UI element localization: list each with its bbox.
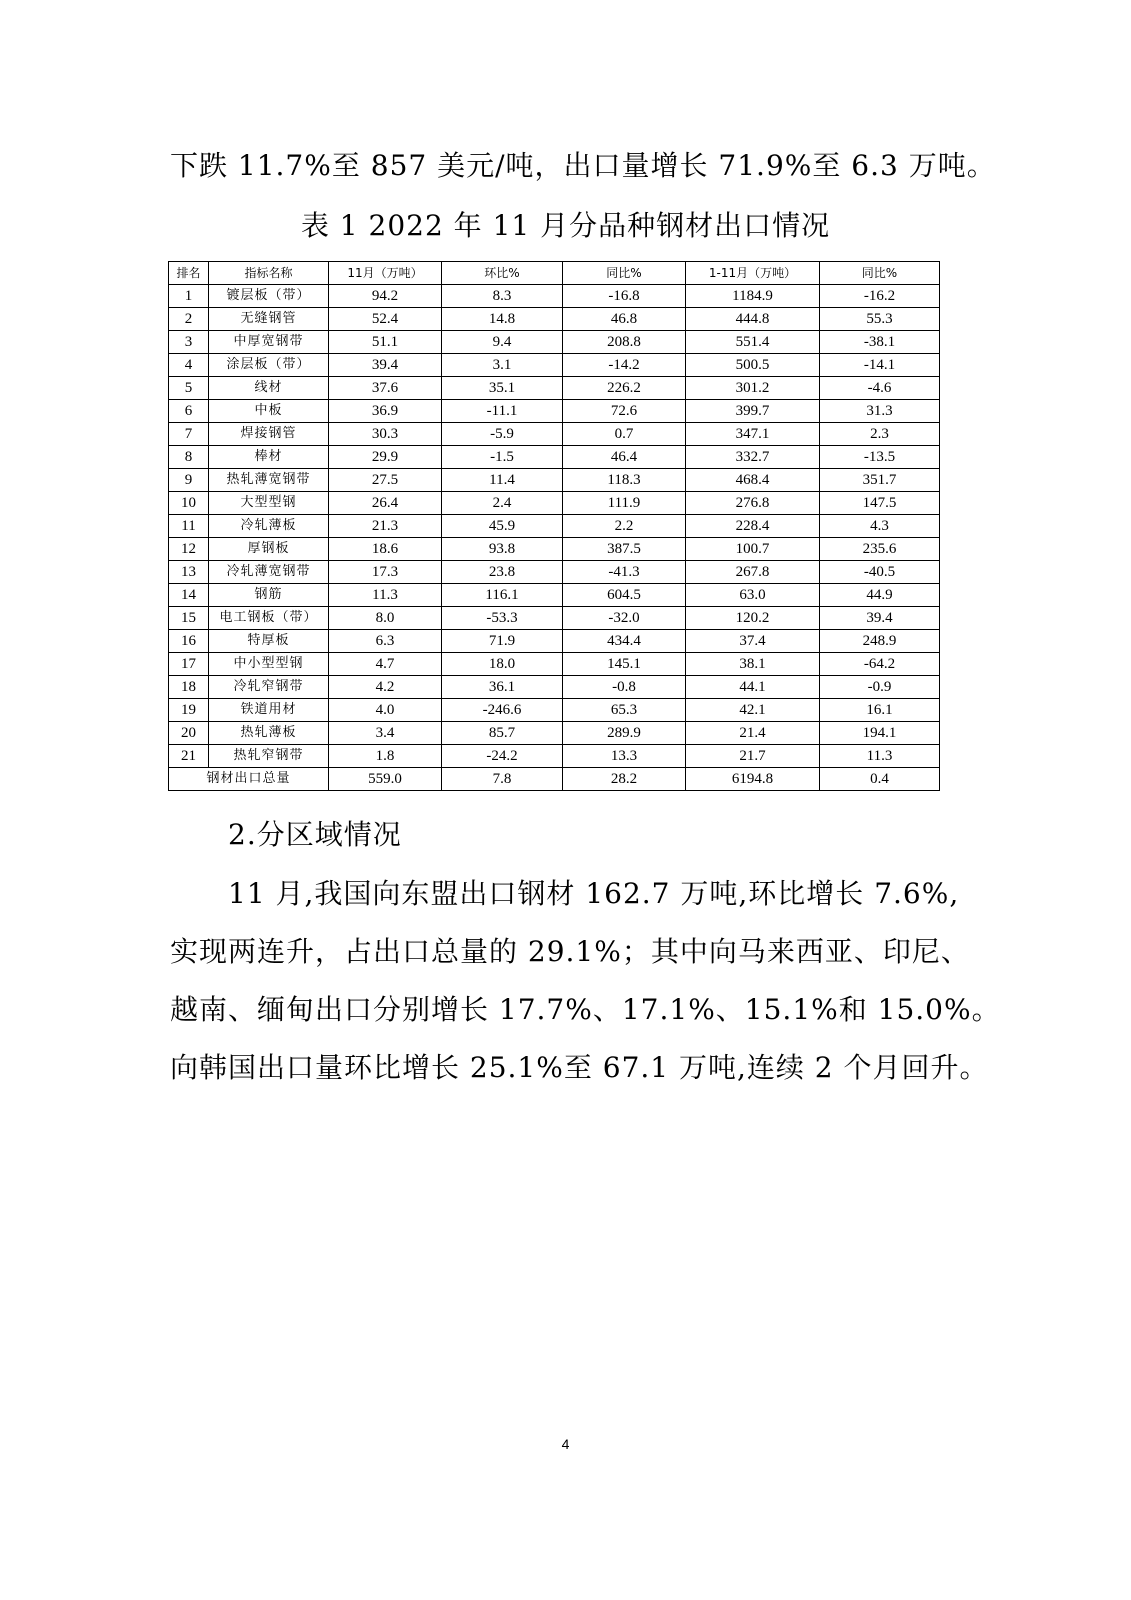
cell-yoy-change: -0.8 bbox=[563, 676, 686, 699]
cell-mom-change: 35.1 bbox=[442, 377, 563, 400]
cell-mom-change: 2.4 bbox=[442, 492, 563, 515]
header-nov: 11月（万吨） bbox=[329, 262, 442, 285]
header-ytd: 1-11月（万吨） bbox=[686, 262, 820, 285]
cell-product-name: 冷轧薄宽钢带 bbox=[209, 561, 329, 584]
cell-nov-volume: 1.8 bbox=[329, 745, 442, 768]
table-row bbox=[169, 446, 940, 469]
cell-yoy-change: 604.5 bbox=[563, 584, 686, 607]
cell-ytd-volume: 500.5 bbox=[686, 354, 820, 377]
cell-product-name: 电工钢板（带） bbox=[209, 607, 329, 630]
paragraph-top: 下跌 11.7%至 857 美元/吨，出口量增长 71.9%至 6.3 万吨。 bbox=[170, 149, 996, 182]
cell-ytd-volume: 276.8 bbox=[686, 492, 820, 515]
cell-nov-volume: 29.9 bbox=[329, 446, 442, 469]
paragraph-line: 11 月,我国向东盟出口钢材 162.7 万吨,环比增长 7.6%, bbox=[228, 877, 960, 910]
cell-product-name: 线材 bbox=[209, 377, 329, 400]
cell-yoy-change: -32.0 bbox=[563, 607, 686, 630]
cell-ytd-yoy-change: 248.9 bbox=[820, 630, 940, 653]
cell-mom-change: 93.8 bbox=[442, 538, 563, 561]
cell-mom-change: 45.9 bbox=[442, 515, 563, 538]
table-row bbox=[169, 745, 940, 768]
cell-rank: 21 bbox=[169, 745, 209, 768]
cell-yoy-change: 145.1 bbox=[563, 653, 686, 676]
cell-yoy-change: 111.9 bbox=[563, 492, 686, 515]
cell-yoy-change: 46.8 bbox=[563, 308, 686, 331]
cell-nov-volume: 26.4 bbox=[329, 492, 442, 515]
cell-yoy-change: 226.2 bbox=[563, 377, 686, 400]
table-row bbox=[169, 377, 940, 400]
header-name: 指标名称 bbox=[209, 262, 329, 285]
header-ytd-yoy: 同比% bbox=[820, 262, 940, 285]
cell-nov-volume: 52.4 bbox=[329, 308, 442, 331]
cell-ytd-volume: 1184.9 bbox=[686, 285, 820, 308]
cell-rank: 13 bbox=[169, 561, 209, 584]
cell-mom-change: -24.2 bbox=[442, 745, 563, 768]
cell-yoy-change: 208.8 bbox=[563, 331, 686, 354]
cell-mom-change: 9.4 bbox=[442, 331, 563, 354]
total-yoy: 28.2 bbox=[563, 768, 686, 791]
cell-ytd-yoy-change: 16.1 bbox=[820, 699, 940, 722]
cell-ytd-volume: 228.4 bbox=[686, 515, 820, 538]
header-mom: 环比% bbox=[442, 262, 563, 285]
cell-rank: 5 bbox=[169, 377, 209, 400]
cell-product-name: 涂层板（带） bbox=[209, 354, 329, 377]
cell-rank: 4 bbox=[169, 354, 209, 377]
cell-ytd-yoy-change: -13.5 bbox=[820, 446, 940, 469]
table-total-row bbox=[169, 768, 940, 791]
cell-rank: 15 bbox=[169, 607, 209, 630]
cell-yoy-change: 2.2 bbox=[563, 515, 686, 538]
total-nov: 559.0 bbox=[329, 768, 442, 791]
cell-ytd-yoy-change: 39.4 bbox=[820, 607, 940, 630]
cell-mom-change: -53.3 bbox=[442, 607, 563, 630]
cell-mom-change: -11.1 bbox=[442, 400, 563, 423]
cell-ytd-volume: 42.1 bbox=[686, 699, 820, 722]
cell-ytd-yoy-change: 147.5 bbox=[820, 492, 940, 515]
table-row bbox=[169, 538, 940, 561]
cell-ytd-volume: 399.7 bbox=[686, 400, 820, 423]
section-heading: 2.分区域情况 bbox=[228, 818, 402, 851]
cell-rank: 17 bbox=[169, 653, 209, 676]
cell-rank: 18 bbox=[169, 676, 209, 699]
cell-nov-volume: 18.6 bbox=[329, 538, 442, 561]
cell-ytd-yoy-change: -0.9 bbox=[820, 676, 940, 699]
cell-product-name: 中板 bbox=[209, 400, 329, 423]
table-row bbox=[169, 561, 940, 584]
table-row bbox=[169, 400, 940, 423]
cell-ytd-yoy-change: 235.6 bbox=[820, 538, 940, 561]
cell-mom-change: 85.7 bbox=[442, 722, 563, 745]
cell-mom-change: 71.9 bbox=[442, 630, 563, 653]
cell-rank: 14 bbox=[169, 584, 209, 607]
table-caption: 表 1 2022 年 11 月分品种钢材出口情况 bbox=[300, 209, 831, 242]
total-ytd: 6194.8 bbox=[686, 768, 820, 791]
cell-ytd-yoy-change: 44.9 bbox=[820, 584, 940, 607]
cell-ytd-volume: 332.7 bbox=[686, 446, 820, 469]
cell-ytd-volume: 267.8 bbox=[686, 561, 820, 584]
table-row bbox=[169, 676, 940, 699]
table-row bbox=[169, 630, 940, 653]
cell-nov-volume: 6.3 bbox=[329, 630, 442, 653]
cell-ytd-yoy-change: -16.2 bbox=[820, 285, 940, 308]
paragraph-line: 越南、缅甸出口分别增长 17.7%、17.1%、15.1%和 15.0%。 bbox=[170, 993, 1001, 1026]
cell-nov-volume: 4.0 bbox=[329, 699, 442, 722]
table-row bbox=[169, 331, 940, 354]
cell-mom-change: 18.0 bbox=[442, 653, 563, 676]
cell-product-name: 冷轧窄钢带 bbox=[209, 676, 329, 699]
cell-ytd-yoy-change: 31.3 bbox=[820, 400, 940, 423]
table-row bbox=[169, 492, 940, 515]
cell-product-name: 厚钢板 bbox=[209, 538, 329, 561]
table-row bbox=[169, 285, 940, 308]
header-rank: 排名 bbox=[169, 262, 209, 285]
cell-mom-change: 14.8 bbox=[442, 308, 563, 331]
table-header-row bbox=[169, 262, 940, 285]
cell-ytd-yoy-change: 351.7 bbox=[820, 469, 940, 492]
table-row bbox=[169, 607, 940, 630]
cell-nov-volume: 27.5 bbox=[329, 469, 442, 492]
cell-mom-change: -1.5 bbox=[442, 446, 563, 469]
cell-nov-volume: 21.3 bbox=[329, 515, 442, 538]
cell-ytd-volume: 38.1 bbox=[686, 653, 820, 676]
cell-ytd-yoy-change: -14.1 bbox=[820, 354, 940, 377]
cell-ytd-volume: 63.0 bbox=[686, 584, 820, 607]
cell-yoy-change: 434.4 bbox=[563, 630, 686, 653]
cell-product-name: 中厚宽钢带 bbox=[209, 331, 329, 354]
cell-nov-volume: 36.9 bbox=[329, 400, 442, 423]
cell-nov-volume: 4.2 bbox=[329, 676, 442, 699]
cell-ytd-volume: 21.4 bbox=[686, 722, 820, 745]
cell-nov-volume: 17.3 bbox=[329, 561, 442, 584]
cell-product-name: 热轧薄宽钢带 bbox=[209, 469, 329, 492]
total-label: 钢材出口总量 bbox=[169, 768, 329, 791]
cell-yoy-change: 118.3 bbox=[563, 469, 686, 492]
cell-ytd-volume: 551.4 bbox=[686, 331, 820, 354]
cell-ytd-volume: 120.2 bbox=[686, 607, 820, 630]
cell-nov-volume: 30.3 bbox=[329, 423, 442, 446]
cell-yoy-change: 0.7 bbox=[563, 423, 686, 446]
cell-ytd-volume: 44.1 bbox=[686, 676, 820, 699]
cell-nov-volume: 39.4 bbox=[329, 354, 442, 377]
cell-product-name: 冷轧薄板 bbox=[209, 515, 329, 538]
cell-rank: 19 bbox=[169, 699, 209, 722]
cell-product-name: 特厚板 bbox=[209, 630, 329, 653]
cell-ytd-yoy-change: 55.3 bbox=[820, 308, 940, 331]
cell-rank: 8 bbox=[169, 446, 209, 469]
cell-rank: 6 bbox=[169, 400, 209, 423]
cell-rank: 2 bbox=[169, 308, 209, 331]
cell-rank: 20 bbox=[169, 722, 209, 745]
cell-mom-change: -246.6 bbox=[442, 699, 563, 722]
cell-ytd-yoy-change: -40.5 bbox=[820, 561, 940, 584]
paragraph-line: 向韩国出口量环比增长 25.1%至 67.1 万吨,连续 2 个月回升。 bbox=[170, 1051, 989, 1084]
cell-ytd-yoy-change: -38.1 bbox=[820, 331, 940, 354]
table-row bbox=[169, 515, 940, 538]
table-row bbox=[169, 584, 940, 607]
cell-product-name: 镀层板（带） bbox=[209, 285, 329, 308]
cell-product-name: 无缝钢管 bbox=[209, 308, 329, 331]
cell-ytd-volume: 100.7 bbox=[686, 538, 820, 561]
cell-ytd-volume: 347.1 bbox=[686, 423, 820, 446]
cell-yoy-change: 289.9 bbox=[563, 722, 686, 745]
cell-yoy-change: -41.3 bbox=[563, 561, 686, 584]
cell-nov-volume: 11.3 bbox=[329, 584, 442, 607]
cell-ytd-yoy-change: -4.6 bbox=[820, 377, 940, 400]
cell-mom-change: 11.4 bbox=[442, 469, 563, 492]
cell-yoy-change: -16.8 bbox=[563, 285, 686, 308]
cell-nov-volume: 51.1 bbox=[329, 331, 442, 354]
table-row bbox=[169, 423, 940, 446]
cell-ytd-volume: 21.7 bbox=[686, 745, 820, 768]
cell-rank: 11 bbox=[169, 515, 209, 538]
cell-nov-volume: 3.4 bbox=[329, 722, 442, 745]
cell-nov-volume: 94.2 bbox=[329, 285, 442, 308]
cell-ytd-yoy-change: 4.3 bbox=[820, 515, 940, 538]
cell-product-name: 中小型型钢 bbox=[209, 653, 329, 676]
cell-yoy-change: 72.6 bbox=[563, 400, 686, 423]
cell-mom-change: 36.1 bbox=[442, 676, 563, 699]
header-yoy: 同比% bbox=[563, 262, 686, 285]
cell-product-name: 热轧薄板 bbox=[209, 722, 329, 745]
cell-mom-change: 23.8 bbox=[442, 561, 563, 584]
steel-export-table bbox=[168, 261, 940, 791]
cell-product-name: 钢筋 bbox=[209, 584, 329, 607]
table-row bbox=[169, 354, 940, 377]
table-row bbox=[169, 699, 940, 722]
cell-mom-change: 8.3 bbox=[442, 285, 563, 308]
cell-ytd-yoy-change: 194.1 bbox=[820, 722, 940, 745]
cell-ytd-yoy-change: 2.3 bbox=[820, 423, 940, 446]
total-ytd-yoy: 0.4 bbox=[820, 768, 940, 791]
cell-yoy-change: 65.3 bbox=[563, 699, 686, 722]
cell-yoy-change: 387.5 bbox=[563, 538, 686, 561]
cell-mom-change: 3.1 bbox=[442, 354, 563, 377]
table-row bbox=[169, 722, 940, 745]
cell-ytd-volume: 37.4 bbox=[686, 630, 820, 653]
cell-nov-volume: 8.0 bbox=[329, 607, 442, 630]
cell-product-name: 棒材 bbox=[209, 446, 329, 469]
cell-product-name: 大型型钢 bbox=[209, 492, 329, 515]
cell-rank: 10 bbox=[169, 492, 209, 515]
cell-ytd-yoy-change: 11.3 bbox=[820, 745, 940, 768]
cell-nov-volume: 4.7 bbox=[329, 653, 442, 676]
table-row bbox=[169, 308, 940, 331]
cell-rank: 16 bbox=[169, 630, 209, 653]
cell-rank: 7 bbox=[169, 423, 209, 446]
cell-ytd-volume: 444.8 bbox=[686, 308, 820, 331]
cell-ytd-volume: 301.2 bbox=[686, 377, 820, 400]
cell-yoy-change: -14.2 bbox=[563, 354, 686, 377]
table-row bbox=[169, 469, 940, 492]
cell-mom-change: -5.9 bbox=[442, 423, 563, 446]
cell-mom-change: 116.1 bbox=[442, 584, 563, 607]
page-number: 4 bbox=[561, 1436, 570, 1452]
cell-rank: 1 bbox=[169, 285, 209, 308]
cell-rank: 9 bbox=[169, 469, 209, 492]
cell-yoy-change: 13.3 bbox=[563, 745, 686, 768]
paragraph-line: 实现两连升，占出口总量的 29.1%；其中向马来西亚、印尼、 bbox=[170, 935, 970, 968]
cell-product-name: 焊接钢管 bbox=[209, 423, 329, 446]
cell-yoy-change: 46.4 bbox=[563, 446, 686, 469]
cell-ytd-volume: 468.4 bbox=[686, 469, 820, 492]
cell-rank: 12 bbox=[169, 538, 209, 561]
table-row bbox=[169, 653, 940, 676]
cell-product-name: 热轧窄钢带 bbox=[209, 745, 329, 768]
cell-ytd-yoy-change: -64.2 bbox=[820, 653, 940, 676]
cell-nov-volume: 37.6 bbox=[329, 377, 442, 400]
total-mom: 7.8 bbox=[442, 768, 563, 791]
cell-rank: 3 bbox=[169, 331, 209, 354]
cell-product-name: 铁道用材 bbox=[209, 699, 329, 722]
